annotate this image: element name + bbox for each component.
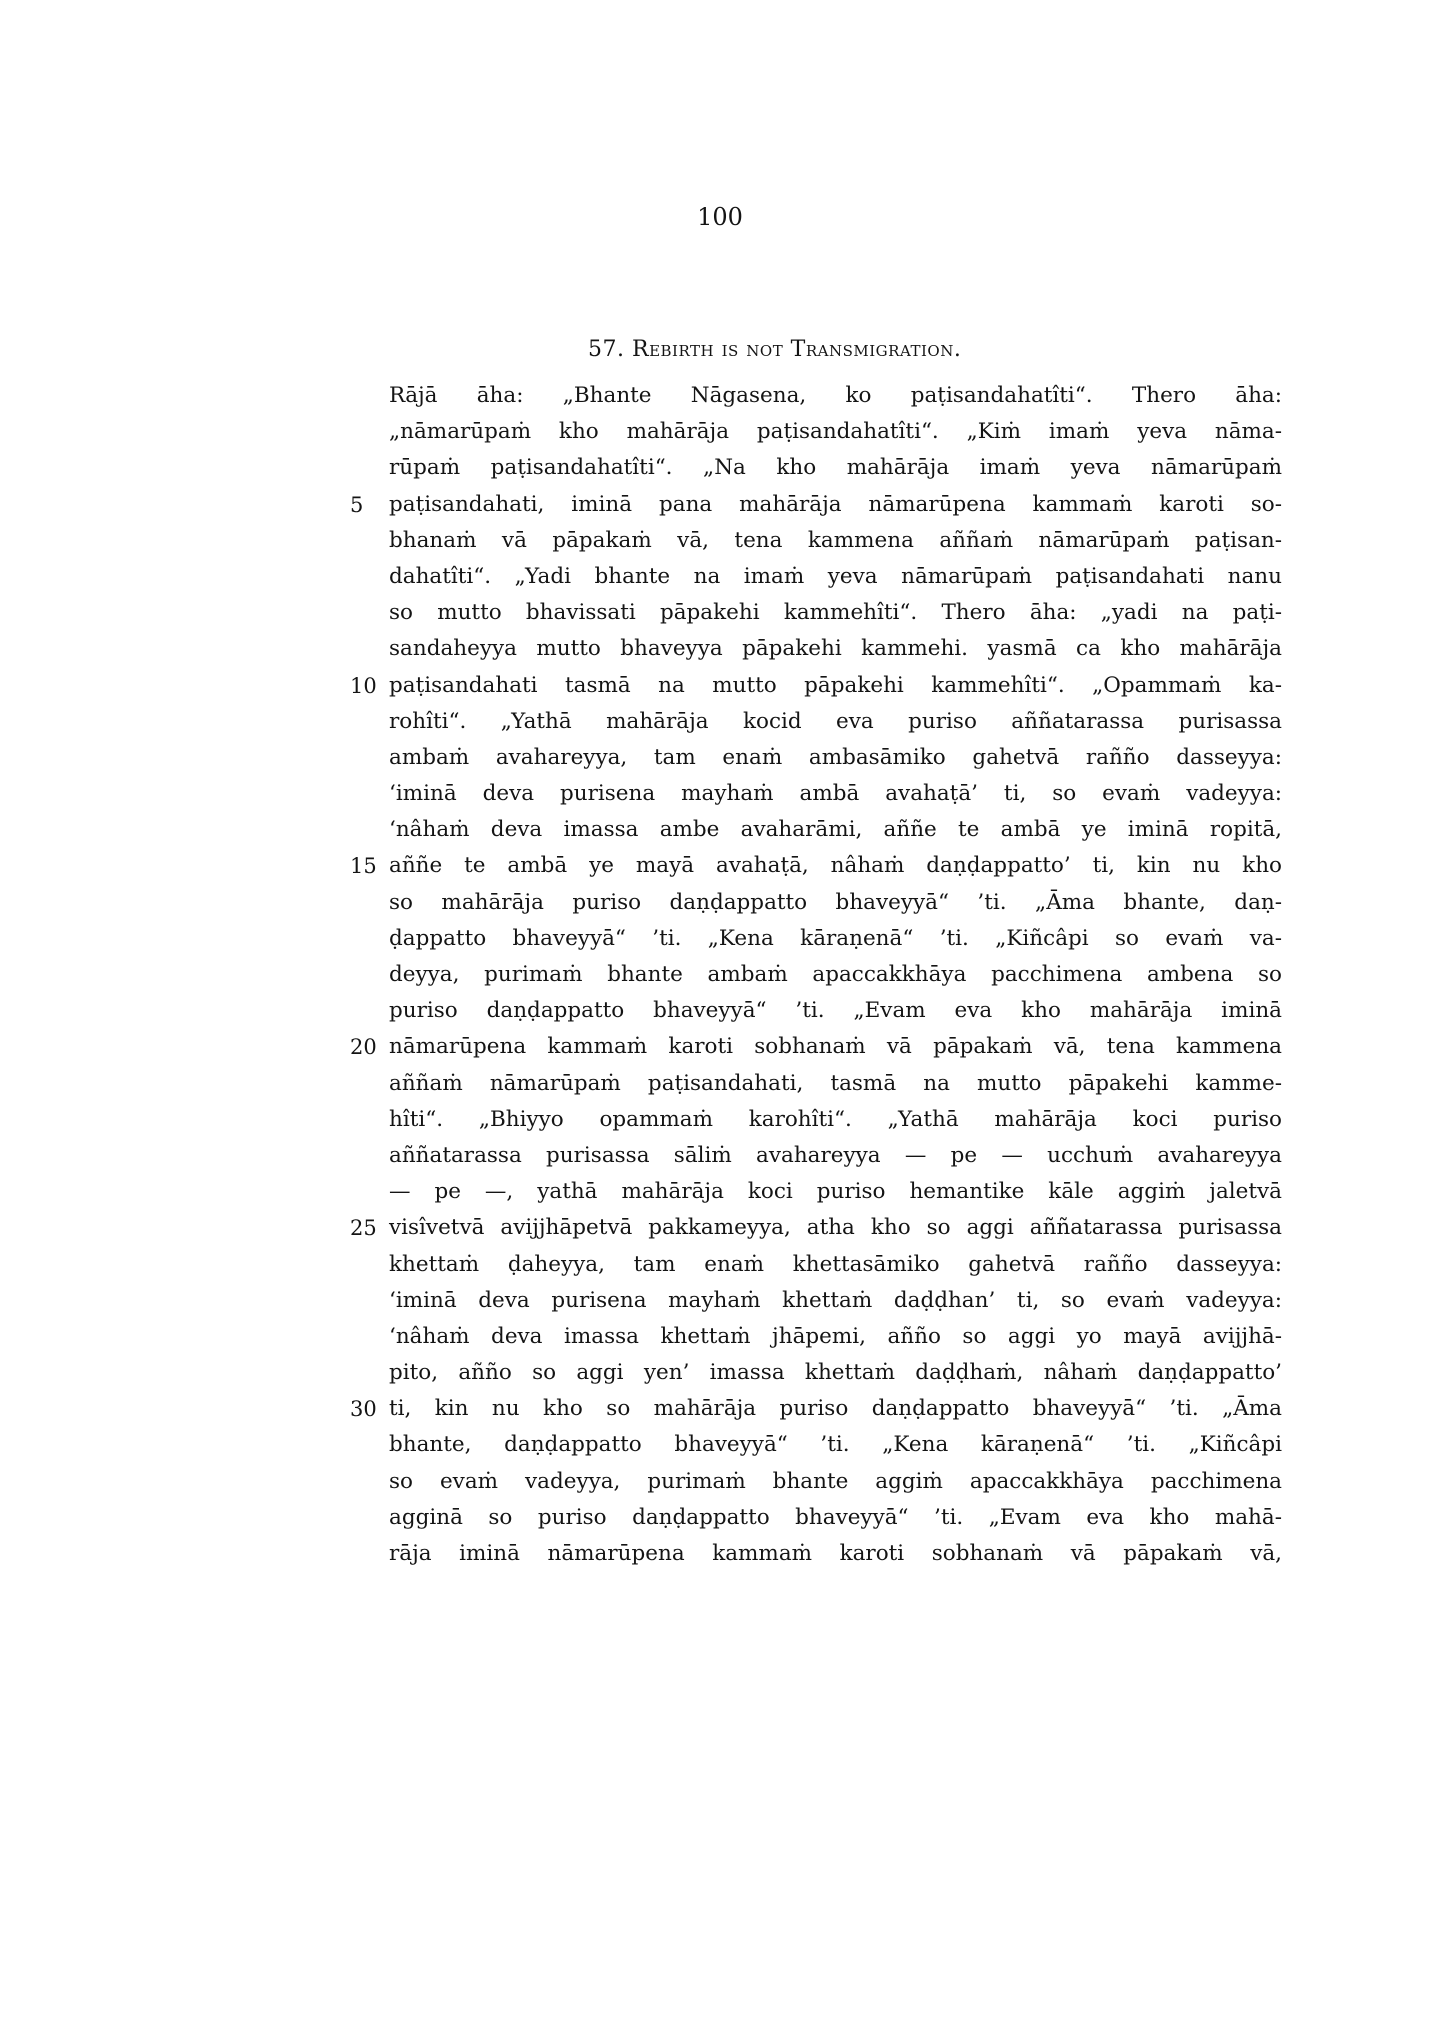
line-number: 30 xyxy=(350,1397,377,1422)
line-text: aññe te ambā ye mayā avahaṭā, nâhaṁ daṇḍappatto’ ti, kin nu kho xyxy=(389,853,1282,879)
line-text: ‘iminā deva purisena mayhaṁ ambā avahaṭā’ ti, so evaṁ vadeyya: xyxy=(389,781,1282,807)
text-line xyxy=(389,776,1282,812)
line-text: Rājā āha: „Bhante Nāgasena, ko paṭisandahatîti“. Thero āha: xyxy=(389,383,1282,408)
text-line xyxy=(389,993,1282,1029)
line-text: paṭisandahati, iminā pana mahārāja nāmarūpena kammaṁ karoti so- xyxy=(389,491,1282,517)
section-number: 57. xyxy=(588,337,625,362)
line-text: so mutto bhavissati pāpakehi kammehîti“. Thero āha: „yadi na paṭi- xyxy=(389,600,1282,626)
line-text: visîvetvā avijjhāpetvā pakkameyya, atha kho so aggi aññatarassa purisassa xyxy=(389,1215,1282,1241)
text-line xyxy=(389,1427,1282,1463)
line-text: so evaṁ vadeyya, purimaṁ bhante aggiṁ apaccakkhāya pacchimena xyxy=(389,1468,1282,1494)
line-text: sandaheyya mutto bhaveyya pāpakehi kammehi. yasmā ca kho mahārāja xyxy=(389,636,1282,662)
text-line xyxy=(389,1355,1282,1391)
line-text: ti, kin nu kho so mahārāja puriso daṇḍappatto bhaveyyā“ ’ti. „Āma xyxy=(389,1396,1282,1422)
line-text: pito, añño so aggi yen’ imassa khettaṁ daḍḍhaṁ, nâhaṁ daṇḍappatto’ xyxy=(389,1360,1282,1386)
line-text: khettaṁ ḍaheyya, tam enaṁ khettasāmiko gahetvā rañño dasseyya: xyxy=(389,1251,1282,1277)
text-line xyxy=(350,1391,1282,1427)
line-text: ‘nâhaṁ deva imassa khettaṁ jhāpemi, añño so aggi yo mayā avijjhā- xyxy=(389,1323,1282,1349)
line-number: 10 xyxy=(350,673,377,698)
line-number: 5 xyxy=(350,492,364,517)
text-line xyxy=(389,414,1282,450)
line-text: rohîti“. „Yathā mahārāja kocid eva puriso aññatarassa purisassa xyxy=(389,708,1282,734)
text-line xyxy=(389,1283,1282,1319)
line-text: bhanaṁ vā pāpakaṁ vā, tena kammena aññaṁ nāmarūpaṁ paṭisan- xyxy=(389,527,1282,553)
line-text: hîti“. „Bhiyyo opammaṁ karohîti“. „Yathā mahārāja koci puriso xyxy=(389,1106,1282,1132)
line-number: 15 xyxy=(350,854,377,879)
text-line xyxy=(350,487,1282,523)
line-text: ḍappatto bhaveyyā“ ’ti. „Kena kāraṇenā“ ’ti. „Kiñcâpi so evaṁ va- xyxy=(389,925,1282,951)
text-line xyxy=(389,704,1282,740)
line-text: ambaṁ avahareyya, tam enaṁ ambasāmiko gahetvā rañño dasseyya: xyxy=(389,744,1282,770)
text-line xyxy=(389,1174,1282,1210)
page-number: 100 xyxy=(697,203,743,231)
line-text: paṭisandahati tasmā na mutto pāpakehi kammehîti“. „Opammaṁ ka- xyxy=(389,672,1282,698)
line-text: so mahārāja puriso daṇḍappatto bhaveyyā“ ’ti. „Āma bhante, daṇ- xyxy=(389,889,1282,915)
text-line xyxy=(389,595,1282,631)
line-number: 20 xyxy=(350,1035,377,1060)
text-line xyxy=(389,812,1282,848)
line-text: rūpaṁ paṭisandahatîti“. „Na kho mahārāja imaṁ yeva nāmarūpaṁ xyxy=(389,455,1282,481)
line-text: aññatarassa purisassa sāliṁ avahareyya — pe — ucchuṁ avahareyya xyxy=(389,1142,1282,1168)
text-line xyxy=(350,668,1282,704)
text-line xyxy=(389,921,1282,957)
text-line xyxy=(350,1029,1282,1065)
text-line xyxy=(389,1247,1282,1283)
line-text: aññaṁ nāmarūpaṁ paṭisandahati, tasmā na mutto pāpakehi kamme- xyxy=(389,1070,1282,1096)
text-line xyxy=(389,450,1282,486)
line-text: — pe —, yathā mahārāja koci puriso hemantike kāle aggiṁ jaletvā xyxy=(389,1179,1282,1205)
text-line xyxy=(389,1536,1282,1572)
body-text xyxy=(350,378,1282,1572)
line-text: ‘nâhaṁ deva imassa ambe avaharāmi, aññe te ambā ye iminā ropitā, xyxy=(389,817,1282,843)
line-text: agginā so puriso daṇḍappatto bhaveyyā“ ’ti. „Evam eva kho mahā- xyxy=(389,1504,1282,1530)
line-text: deyya, purimaṁ bhante ambaṁ apaccakkhāya pacchimena ambena so xyxy=(389,962,1282,987)
section-title: Rebirth is not Transmigration. xyxy=(632,337,962,362)
text-line xyxy=(389,1102,1282,1138)
text-line xyxy=(389,1066,1282,1102)
line-text: puriso daṇḍappatto bhaveyyā“ ’ti. „Evam eva kho mahārāja iminā xyxy=(389,998,1282,1024)
text-line xyxy=(389,523,1282,559)
line-text: „nāmarūpaṁ kho mahārāja paṭisandahatîti“. „Kiṁ imaṁ yeva nāma- xyxy=(389,419,1282,445)
text-line xyxy=(389,631,1282,667)
line-number: 25 xyxy=(350,1216,377,1241)
text-line xyxy=(389,740,1282,776)
text-line xyxy=(350,848,1282,884)
text-line xyxy=(389,378,1282,414)
text-line xyxy=(389,1464,1282,1500)
line-text: dahatîti“. „Yadi bhante na imaṁ yeva nāmarūpaṁ paṭisandahati nanu xyxy=(389,563,1282,589)
line-text: bhante, daṇḍappatto bhaveyyā“ ’ti. „Kena kāraṇenā“ ’ti. „Kiñcâpi xyxy=(389,1432,1282,1458)
text-line xyxy=(389,1500,1282,1536)
line-text: nāmarūpena kammaṁ karoti sobhanaṁ vā pāpakaṁ vā, tena kammena xyxy=(389,1034,1282,1060)
section-heading xyxy=(588,337,961,362)
text-line xyxy=(389,559,1282,595)
line-text: rāja iminā nāmarūpena kammaṁ karoti sobhanaṁ vā pāpakaṁ vā, xyxy=(389,1541,1282,1566)
text-line xyxy=(389,1138,1282,1174)
text-line xyxy=(389,885,1282,921)
text-line xyxy=(350,1210,1282,1246)
text-line xyxy=(389,957,1282,993)
text-line xyxy=(389,1319,1282,1355)
line-text: ‘iminā deva purisena mayhaṁ khettaṁ daḍḍhan’ ti, so evaṁ vadeyya: xyxy=(389,1287,1282,1313)
